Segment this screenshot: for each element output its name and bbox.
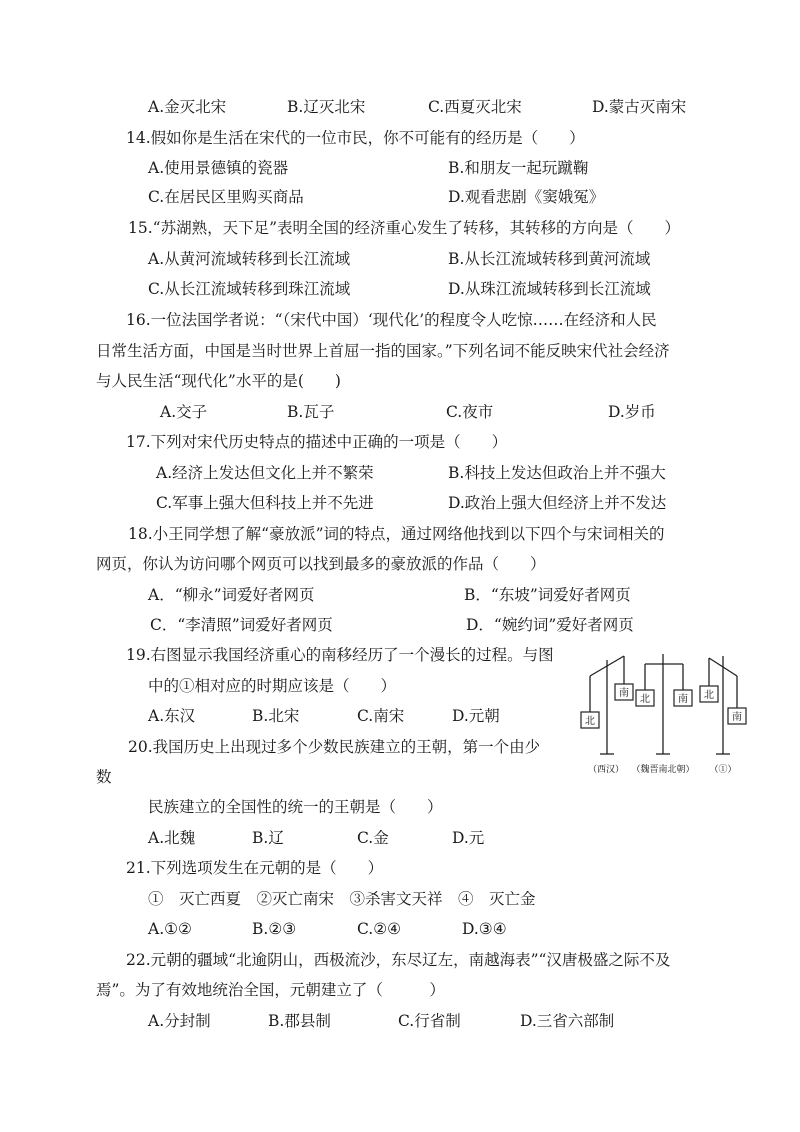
q17-option-a: A.经济上发达但文化上并不繁荣 [156, 464, 374, 482]
q14-option-c: C.在居民区里购买商品 [148, 188, 304, 206]
q20-option-d: D.元 [452, 829, 485, 847]
q21-option-a: A.①② [148, 920, 192, 938]
diagram-box-label: 南 [732, 712, 742, 723]
diagram-box-label: 南 [678, 694, 688, 705]
q18-option-c: C．“李清照”词爱好者网页 [150, 616, 333, 634]
q13-option-c: C.西夏灭北宋 [428, 98, 522, 116]
q18-option-d: D．“婉约词”爱好者网页 [466, 616, 634, 634]
diagram-caption: （魏晋南北朝） [631, 764, 695, 774]
q14-option-d: D.观看悲剧《窦娥冤》 [448, 188, 605, 206]
q20-option-b: B.辽 [252, 829, 284, 847]
q16-stem-line-1: 16.一位法国学者说：“（宋代中国）‘现代化’的程度令人吃惊……在经济和人民 [126, 311, 657, 329]
q13-option-d: D.蒙古灭南宋 [592, 98, 687, 116]
q15-option-a: A.从黄河流域转移到长江流域 [148, 250, 351, 268]
q19-option-d: D.元朝 [452, 707, 500, 725]
q13-option-b: B.辽灭北宋 [287, 98, 366, 116]
diagram-box-label: 南 [619, 688, 629, 699]
q17-option-d: D.政治上强大但经济上并不发达 [448, 494, 667, 512]
q21-items: ① 灭亡西夏 ②灭亡南宋 ③杀害文天祥 ④ 灭亡金 [148, 890, 536, 908]
diagram-caption: （西汉） [587, 764, 625, 774]
q15-stem: 15.“苏湖熟，天下足”表明全国的经济重心发生了转移，其转移的方向是（ ） [128, 219, 681, 237]
diagram-box-label: 北 [585, 716, 595, 727]
q20-option-c: C.金 [357, 829, 389, 847]
q19-option-a: A.东汉 [148, 707, 196, 725]
q22-option-b: B.郡县制 [268, 1012, 331, 1030]
diagram-caption: （①） [709, 764, 737, 774]
q20-option-a: A.北魏 [148, 829, 196, 847]
q13-option-a: A.金灭北宋 [148, 98, 227, 116]
q16-stem-line-2: 日常生活方面，中国是当时世界上首屈一指的国家。”下列名词不能反映宋代社会经济 [96, 342, 670, 360]
q14-option-b: B.和朋友一起玩蹴鞠 [448, 159, 589, 177]
q18-stem-line-1: 18.小王同学想了解“豪放派”词的特点，通过网络他找到以下四个与宋词相关的 [128, 525, 665, 543]
q17-option-c: C.军事上强大但科技上并不先进 [156, 494, 374, 512]
q17-option-b: B.科技上发达但政治上并不强大 [448, 464, 666, 482]
q17-stem: 17.下列对宋代历史特点的描述中正确的一项是（ ） [126, 433, 508, 451]
q21-stem: 21.下列选项发生在元朝的是（ ） [126, 859, 384, 877]
q18-stem-line-2: 网页，你认为访问哪个网页可以找到最多的豪放派的作品（ ） [96, 555, 546, 573]
q20-stem-line-1: 20.我国历史上出现过多个少数民族建立的王朝，第一个由少 [128, 738, 541, 756]
diagram-box-label: 北 [704, 690, 714, 701]
q18-option-a: A．“柳永”词爱好者网页 [148, 586, 315, 604]
q16-stem-line-3: 与人民生活“现代化”水平的是( ) [96, 372, 341, 390]
q20-stem-line-2: 数 [96, 768, 112, 786]
diagram-box-label: 北 [640, 694, 650, 705]
economic-center-balance-diagram [568, 646, 758, 780]
q22-option-a: A.分封制 [148, 1012, 211, 1030]
q21-option-d: D.③④ [462, 920, 507, 938]
q19-stem-line-1: 19.右图显示我国经济重心的南移经历了一个漫长的过程。与图 [126, 646, 554, 664]
q22-option-d: D.三省六部制 [520, 1012, 615, 1030]
q20-stem-line-3: 民族建立的全国性的统一的王朝是（ ） [148, 798, 443, 816]
q15-option-d: D.从珠江流域转移到长江流域 [448, 280, 651, 298]
q22-option-c: C.行省制 [398, 1012, 461, 1030]
q15-option-c: C.从长江流域转移到珠江流域 [148, 280, 351, 298]
q21-option-c: C.②④ [357, 920, 402, 938]
q16-option-d: D.岁币 [608, 403, 656, 421]
q19-option-c: C.南宋 [357, 707, 405, 725]
q22-stem-line-1: 22.元朝的疆域“北逾阴山，西极流沙，东尽辽左，南越海表”“汉唐极盛之际不及 [126, 951, 671, 969]
q16-option-c: C.夜市 [446, 403, 494, 421]
q16-option-b: B.瓦子 [287, 403, 335, 421]
q19-option-b: B.北宋 [252, 707, 300, 725]
q14-stem: 14.假如你是生活在宋代的一位市民，你不可能有的经历是（ ） [126, 129, 585, 147]
q19-stem-line-2: 中的①相对应的时期应该是（ ） [148, 677, 397, 695]
q18-option-b: B．“东坡”词爱好者网页 [464, 586, 631, 604]
q16-option-a: A.交子 [160, 403, 208, 421]
q15-option-b: B.从长江流域转移到黄河流域 [448, 250, 651, 268]
q22-stem-line-2: 焉”。为了有效地统治全国，元朝建立了（ ） [96, 981, 445, 999]
q21-option-b: B.②③ [252, 920, 297, 938]
q14-option-a: A.使用景德镇的瓷器 [148, 159, 289, 177]
